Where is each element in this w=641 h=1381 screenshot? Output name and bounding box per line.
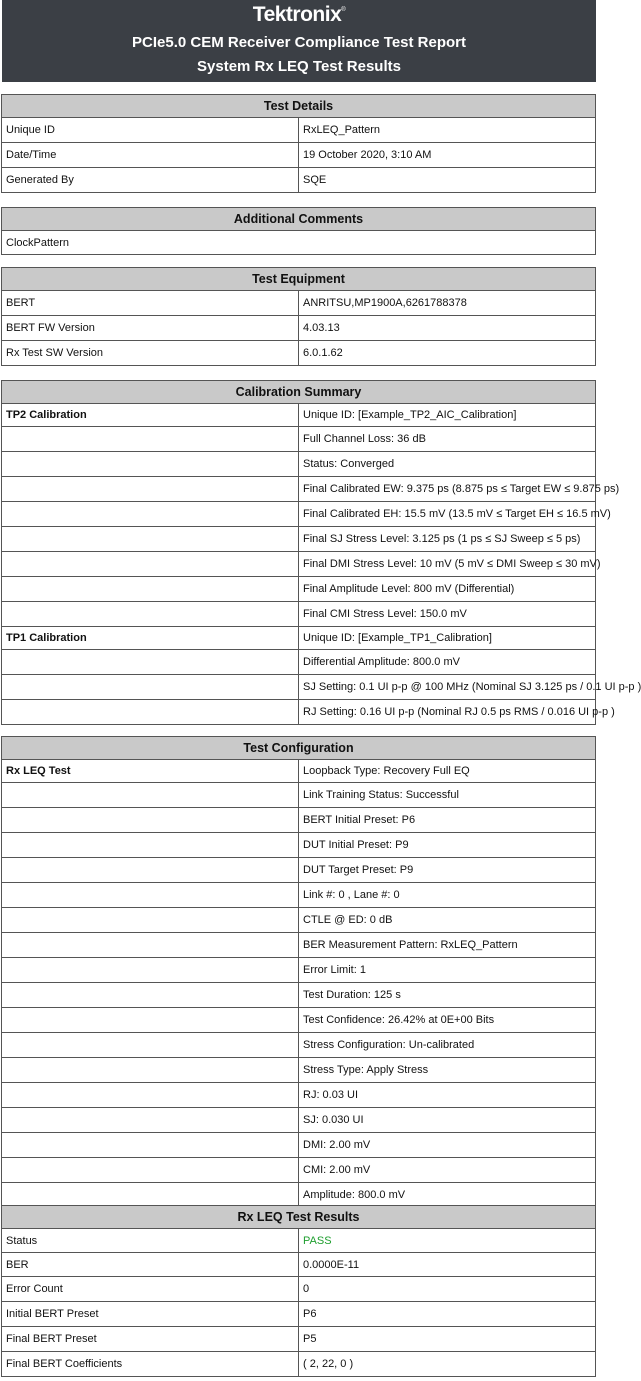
tp1-calibration-label: TP1 Calibration <box>2 627 299 650</box>
table-row <box>2 833 596 858</box>
row-label: Rx Test SW Version <box>2 341 299 366</box>
table-row <box>2 502 596 527</box>
report-subtitle: System Rx LEQ Test Results <box>197 58 401 75</box>
row-label: Status <box>2 1229 299 1253</box>
results-heading: Rx LEQ Test Results <box>2 1206 596 1229</box>
table-row <box>2 452 596 477</box>
row-value: Final Calibrated EH: 15.5 mV (13.5 mV ≤ Target EH ≤ 16.5 mV) <box>299 502 596 527</box>
row-value: Final Calibrated EW: 9.375 ps (8.875 ps ≤ Target EW ≤ 9.875 ps) <box>299 477 596 502</box>
row-value: Status: Converged <box>299 452 596 477</box>
row-value: Final Amplitude Level: 800 mV (Differential) <box>299 577 596 602</box>
row-value: Error Limit: 1 <box>299 958 596 983</box>
additional-comments-heading: Additional Comments <box>2 208 596 231</box>
row-value: Final CMI Stress Level: 150.0 mV <box>299 602 596 627</box>
trademark-mark: ® <box>341 7 346 13</box>
table-row <box>2 1327 596 1352</box>
row-value: 0.0000E-11 <box>299 1253 596 1277</box>
table-row <box>2 958 596 983</box>
table-row <box>2 783 596 808</box>
additional-comments-table <box>1 207 596 255</box>
table-row <box>2 291 596 316</box>
row-label: BERT FW Version <box>2 316 299 341</box>
row-value: Test Confidence: 26.42% at 0E+00 Bits <box>299 1008 596 1033</box>
row-value: Test Duration: 125 s <box>299 983 596 1008</box>
row-label: Final BERT Preset <box>2 1327 299 1352</box>
table-row <box>2 700 596 725</box>
results-table <box>1 1205 596 1377</box>
test-configuration-table <box>1 736 596 1208</box>
table-row <box>2 627 596 650</box>
table-row <box>2 602 596 627</box>
test-details-table <box>1 94 596 193</box>
row-value: P5 <box>299 1327 596 1352</box>
table-row <box>2 1008 596 1033</box>
test-details-heading: Test Details <box>2 95 596 118</box>
report-title: PCIe5.0 CEM Receiver Compliance Test Report <box>132 34 466 51</box>
row-value: SJ Setting: 0.1 UI p-p @ 100 MHz (Nominal SJ 3.125 ps / 0.1 UI p-p ) <box>299 675 596 700</box>
calibration-summary-table <box>1 380 641 725</box>
row-value: Stress Type: Apply Stress <box>299 1058 596 1083</box>
row-value: Link #: 0 , Lane #: 0 <box>299 883 596 908</box>
rx-leq-test-label: Rx LEQ Test <box>2 760 299 783</box>
table-row <box>2 1033 596 1058</box>
row-value: Final DMI Stress Level: 10 mV (5 mV ≤ DMI Sweep ≤ 30 mV) <box>299 552 596 577</box>
tp2-calibration-label: TP2 Calibration <box>2 404 299 427</box>
test-equipment-table <box>1 267 596 366</box>
table-row <box>2 983 596 1008</box>
status-value: PASS <box>299 1229 596 1253</box>
table-row <box>2 552 596 577</box>
table-row <box>2 477 596 502</box>
row-value: BER Measurement Pattern: RxLEQ_Pattern <box>299 933 596 958</box>
table-row <box>2 1183 596 1208</box>
table-row <box>2 1352 596 1377</box>
row-value: Amplitude: 800.0 mV <box>299 1183 596 1208</box>
table-row <box>2 577 596 602</box>
row-value: Stress Configuration: Un-calibrated <box>299 1033 596 1058</box>
row-value: Link Training Status: Successful <box>299 783 596 808</box>
row-value: Unique ID: [Example_TP2_AIC_Calibration] <box>299 404 596 427</box>
table-row <box>2 1058 596 1083</box>
table-row <box>2 1229 596 1253</box>
row-value: 6.0.1.62 <box>299 341 596 366</box>
comment-text: ClockPattern <box>2 231 596 255</box>
row-value: DMI: 2.00 mV <box>299 1133 596 1158</box>
row-label: BER <box>2 1253 299 1277</box>
row-value: 0 <box>299 1277 596 1302</box>
table-row <box>2 427 596 452</box>
table-row <box>2 143 596 168</box>
test-configuration-heading: Test Configuration <box>2 737 596 760</box>
table-row <box>2 404 596 427</box>
table-row <box>2 1083 596 1108</box>
table-row <box>2 231 596 255</box>
row-value: SJ: 0.030 UI <box>299 1108 596 1133</box>
row-label: Error Count <box>2 1277 299 1302</box>
tektronix-logo: Tektronix® <box>252 3 346 26</box>
row-value: Final SJ Stress Level: 3.125 ps (1 ps ≤ SJ Sweep ≤ 5 ps) <box>299 527 596 552</box>
calibration-summary-heading: Calibration Summary <box>2 381 596 404</box>
table-row <box>2 858 596 883</box>
row-label: Generated By <box>2 168 299 193</box>
row-value: Differential Amplitude: 800.0 mV <box>299 650 596 675</box>
row-value: CMI: 2.00 mV <box>299 1158 596 1183</box>
row-label: Initial BERT Preset <box>2 1302 299 1327</box>
table-row <box>2 118 596 143</box>
table-row <box>2 933 596 958</box>
row-value: RxLEQ_Pattern <box>299 118 596 143</box>
table-row <box>2 1108 596 1133</box>
row-label: Date/Time <box>2 143 299 168</box>
row-value: ANRITSU,MP1900A,6261788378 <box>299 291 596 316</box>
table-row <box>2 527 596 552</box>
table-row <box>2 908 596 933</box>
row-value: RJ Setting: 0.16 UI p-p (Nominal RJ 0.5 ps RMS / 0.016 UI p-p ) <box>299 700 596 725</box>
row-label: Unique ID <box>2 118 299 143</box>
table-row <box>2 1253 596 1277</box>
table-row <box>2 1302 596 1327</box>
table-row <box>2 650 596 675</box>
table-row <box>2 675 596 700</box>
table-row <box>2 883 596 908</box>
row-value: RJ: 0.03 UI <box>299 1083 596 1108</box>
row-value: 19 October 2020, 3:10 AM <box>299 143 596 168</box>
table-row <box>2 1133 596 1158</box>
table-row <box>2 341 596 366</box>
row-value: Full Channel Loss: 36 dB <box>299 427 596 452</box>
row-label: Final BERT Coefficients <box>2 1352 299 1377</box>
table-row <box>2 168 596 193</box>
row-value: ( 2, 22, 0 ) <box>299 1352 596 1377</box>
test-equipment-heading: Test Equipment <box>2 268 596 291</box>
table-row <box>2 316 596 341</box>
row-value: CTLE @ ED: 0 dB <box>299 908 596 933</box>
row-label: BERT <box>2 291 299 316</box>
row-value: 4.03.13 <box>299 316 596 341</box>
row-value: SQE <box>299 168 596 193</box>
table-row <box>2 1277 596 1302</box>
table-row <box>2 808 596 833</box>
row-value: P6 <box>299 1302 596 1327</box>
report-header <box>2 0 596 82</box>
row-value: Loopback Type: Recovery Full EQ <box>299 760 596 783</box>
row-value: Unique ID: [Example_TP1_Calibration] <box>299 627 596 650</box>
row-value: DUT Initial Preset: P9 <box>299 833 596 858</box>
table-row <box>2 1158 596 1183</box>
row-value: DUT Target Preset: P9 <box>299 858 596 883</box>
row-value: BERT Initial Preset: P6 <box>299 808 596 833</box>
table-row <box>2 760 596 783</box>
